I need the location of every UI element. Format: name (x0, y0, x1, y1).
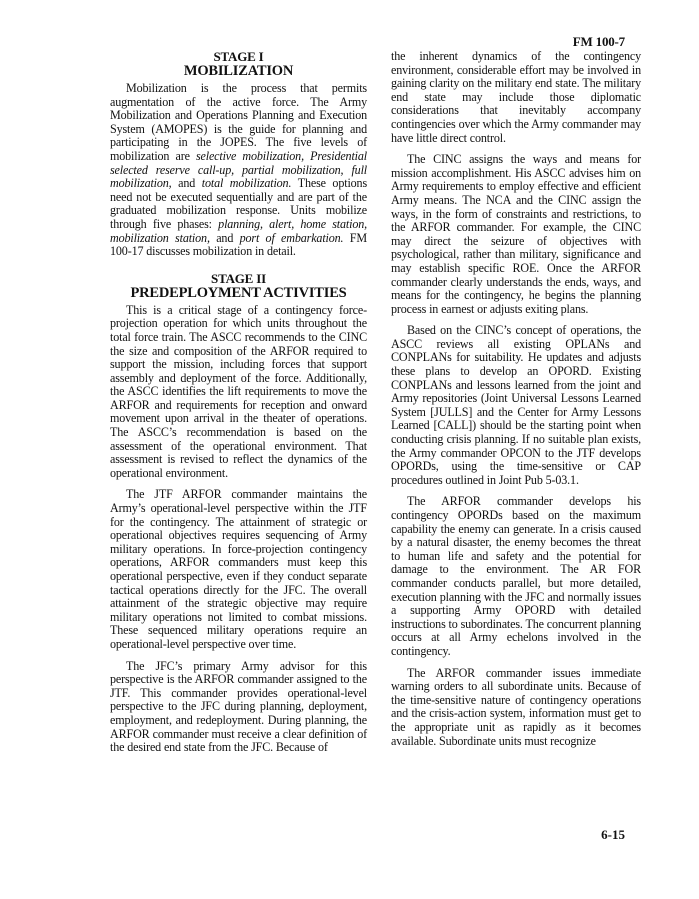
paragraph-predeployment-1: This is a critical stage of a contingency force-projection operation for which units throughout the total force train. The ASCC recommends to the CINC the size and composition of the ARFOR required to support the mission, including forces that support assembly and deployment of the force. Additionally, the ASCC identifies the lift requirements to move the ARFOR and requirements for reception and onward movement upon arrival in the theater of operations. The ASCC’s recommendation is based on the assessment of the operational environment. That assessment is revised to reflect the dynamics of the operational environment. (110, 302, 367, 480)
stage-1-heading (110, 50, 367, 79)
paragraph-continued: the inherent dynamics of the contingency environment, considerable effort may be involved in gaining clarity on the military end state. The military end state may include those diplomatic considerations that inevitably accompany contingencies over which the Army commander may have little direct control. (391, 49, 641, 145)
stage-2-subtitle: PREDEPLOYMENT ACTIVITIES (130, 284, 347, 301)
paragraph-predeployment-2: The JTF ARFOR commander maintains the Army’s operational-level perspective within the JTF for the contingency. The attainment of strategic or operational objectives requires sequencing of Army military operations. In force-projection contingency operations, ARFOR commanders must keep this operational perspective, even if they conduct separate tactical operations directly for the JFC. The overall attainment of the strategic objective may require military operations not limited to combat missions. These sequenced military operations require an operational-level perspective over time. (110, 487, 367, 651)
stage-2-heading (110, 272, 367, 301)
paragraph-oporders: The ARFOR commander develops his contingency OPORDs based on the maximum capability the enemy can generate. In a crisis caused by a natural disaster, the enemy becomes the threat to human life and safety and the potential for damage to the environment. The AR FOR commander conducts parallel, but more detailed, execution planning with the JFC and normally issues a supporting Army OPORD with detailed instructions to subordinates. The concurrent planning occurs at all Army echelons involved in the contingency. (391, 494, 641, 658)
paragraph-concept-operations: Based on the CINC’s concept of operations, the ASCC reviews all existing OPLANs and CONPLANs for suitability. He updates and adjusts these plans to develop an OPORD. Existing CONPLANs and lessons learned from the joint and Army repositories (Joint Universal Lessons Learned System [JULLS] and the Center for Army Lessons Learned [CALL]) should be the starting point when conducting crisis planning. If no suitable plan exists, the Army commander OPCON to the JTF develops OPORDs, using the time-sensitive or CAP procedures outlined in Joint Pub 5-03.1. (391, 323, 641, 487)
paragraph-predeployment-3: The JFC’s primary Army advisor for this perspective is the ARFOR commander assigned to the JTF. This commander provides operational-level perspective to the JFC during planning, deployment, employment, and redeployment. During planning, the ARFOR commander must receive a clear definition of the desired end state from the JFC. Because of (110, 658, 367, 755)
right-column (391, 50, 641, 748)
running-header: FM 100-7 (572, 34, 625, 49)
stage-1-subtitle: MOBILIZATION (183, 63, 294, 79)
paragraph-mobilization: Mobilization is the process that permits augmentation of the active force. The Army Mobilization and Operations Planning and Execution System (AMOPES) is the guide for planning and participating in the JOPES. The five levels of mobilization are selective mobilization, Presidential selected reserve call-up, partial mobilization, full mobilization, and total mobilization. These options need not be executed sequentially and are part of the graduated mobilization response. Units mobilize through five phases: planning, alert, home station, mobilization station, and port of embarkation. FM 100-17 discusses mobilization in detail. (110, 81, 367, 259)
stage-1-title: STAGE I (213, 49, 264, 64)
left-column (110, 50, 367, 755)
stage-2-title: STAGE II (211, 270, 266, 286)
page-number: 6-15 (601, 827, 625, 842)
paragraph-ways-means: The CINC assigns the ways and means for mission accomplishment. His ASCC advises him on Army requirements to employ effective and efficient Army means. The NCA and the CINC assign the ways, in the form of constraints and restrictions, to the ARFOR commander. For example, the CINC may direct the seizure of objectives with psychological, rather than military, significance and may establish specific ROE. Once the ARFOR commander clearly understands the ends, ways, and means for the contingency, he begins the planning process in earnest or adjusts exiting plans. (391, 152, 641, 316)
paragraph-warning-orders: The ARFOR commander issues immediate warning orders to all subordinate units. Because of the time-sensitive nature of contingency operations and the crisis-action system, information must get to the appropriate unit as rapidly as it becomes available. Subordinate units must recognize (391, 665, 641, 748)
